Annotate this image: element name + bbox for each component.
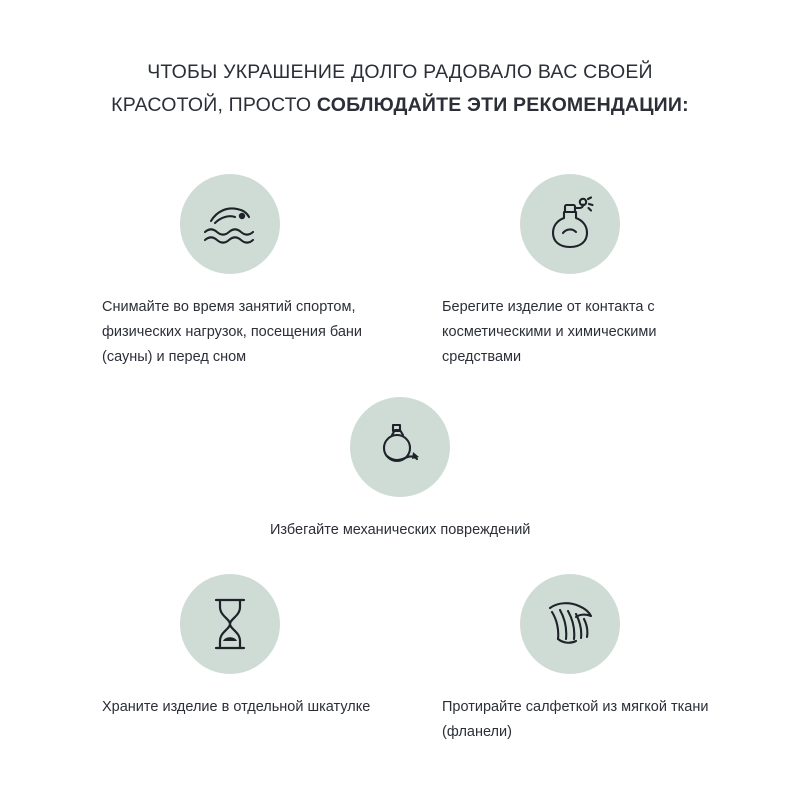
hourglass-jewelry-box-icon <box>207 596 253 652</box>
swimmer-waves-icon <box>201 199 259 249</box>
tip-caption-1: Снимайте во время занятий спортом, физических нагрузок, посещения бани (сауны) и перед сном <box>102 299 363 365</box>
tip-icon-circle-2 <box>520 174 620 274</box>
tip-item-5 <box>420 565 720 745</box>
tip-icon-wrap-5 <box>420 565 720 683</box>
tip-caption-4: Храните изделие в отдельной шкатулке <box>102 699 371 715</box>
ring-scratch-icon <box>371 422 429 472</box>
tip-item-3 <box>250 388 550 543</box>
tip-icon-circle-3 <box>350 397 450 497</box>
page-title-line-2 <box>60 89 740 122</box>
tip-icon-circle-4 <box>180 574 280 674</box>
tips-grid <box>0 165 800 745</box>
page-title-line-1: ЧТОБЫ УКРАШЕНИЕ ДОЛГО РАДОВАЛО ВАС СВОЕЙ <box>147 61 653 83</box>
page-title-line-2-bold: СОБЛЮДАЙТЕ ЭТИ РЕКОМЕНДАЦИИ: <box>316 94 689 116</box>
tip-icon-circle-5 <box>520 574 620 674</box>
page-title <box>60 56 740 122</box>
tip-icon-circle-1 <box>180 174 280 274</box>
tip-caption-5: Протирайте салфеткой из мягкой ткани (фланели) <box>442 699 709 740</box>
tip-icon-wrap-1 <box>80 165 380 283</box>
page-title-line-2-normal: КРАСОТОЙ, ПРОСТО <box>111 94 317 116</box>
tip-caption-2: Берегите изделие от контакта с косметическими и химическими средствами <box>442 299 657 365</box>
tips-row-2 <box>0 388 800 543</box>
polishing-cloth-icon <box>542 598 598 650</box>
tip-item-1 <box>80 165 380 370</box>
tips-row-3 <box>0 565 800 745</box>
perfume-bottle-icon <box>544 196 596 252</box>
tip-caption-3: Избегайте механических повреждений <box>270 522 531 538</box>
tip-icon-wrap-4 <box>80 565 380 683</box>
tips-row-1 <box>0 165 800 370</box>
tip-item-2 <box>420 165 720 370</box>
tip-item-4 <box>80 565 380 745</box>
tip-icon-wrap-2 <box>420 165 720 283</box>
tip-icon-wrap-3 <box>250 388 550 506</box>
